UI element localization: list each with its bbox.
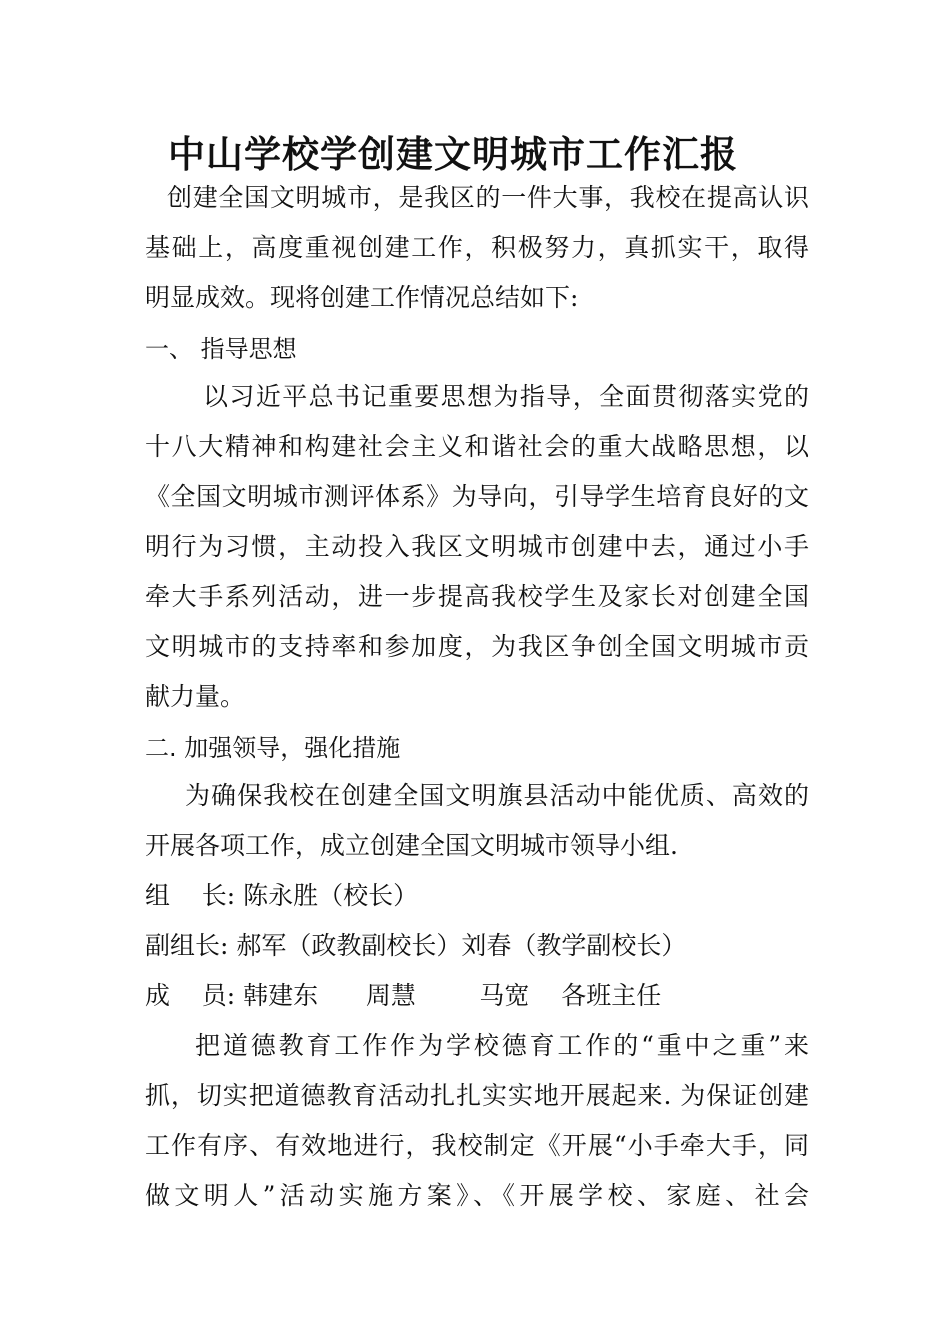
paragraph-line: 以习近平总书记重要思想为指导，全面贯彻落实党的 [203,382,809,411]
paragraph-line: 把道德教育工作作为学校德育工作的“重中之重”来 [195,1031,809,1060]
paragraph-line: 抓，切实把道德教育活动扎扎实实地开展起来. 为保证创建 [145,1081,809,1110]
document-title: 中山学校学创建文明城市工作汇报 [168,132,738,176]
paragraph-line: 做文明人”活动实施方案》、《开展学校、家庭、社会 [145,1181,809,1210]
paragraph-line: 开展各项工作，成立创建全国文明城市领导小组. [145,831,678,860]
paragraph-line: 十八大精神和构建社会主义和谐社会的重大战略思想，以 [145,432,809,461]
paragraph-line: 文明城市的支持率和参加度，为我区争创全国文明城市贡 [145,632,809,661]
intro-line: 创建全国文明城市，是我区的一件大事，我校在提高认识 [167,183,809,212]
paragraph-line: 明行为习惯，主动投入我区文明城市创建中去，通过小手 [145,532,809,561]
paragraph-line: 为确保我校在创建全国文明旗县活动中能优质、高效的 [185,781,809,810]
members-line: 成 员: 韩建东 周慧 马宽 各班主任 [145,981,662,1010]
leader-line: 组 长: 陈永胜（校长） [145,881,419,910]
deputy-leader-line: 副组长: 郝军（政教副校长）刘春（教学副校长） [145,931,687,960]
section-heading: 二. 加强领导，强化措施 [145,734,401,762]
paragraph-line: 献力量。 [145,682,246,711]
intro-line: 基础上，高度重视创建工作，积极努力，真抓实干，取得 [145,233,809,262]
paragraph-line: 牵大手系列活动，进一步提高我校学生及家长对创建全国 [145,582,809,611]
section-heading: 一、 指导思想 [145,335,297,363]
intro-line: 明显成效。现将创建工作情况总结如下: [145,283,579,312]
paragraph-line: 工作有序、有效地进行，我校制定《开展“小手牵大手，同 [145,1131,809,1160]
paragraph-line: 《全国文明城市测评体系》为导向，引导学生培育良好的文 [145,482,809,511]
